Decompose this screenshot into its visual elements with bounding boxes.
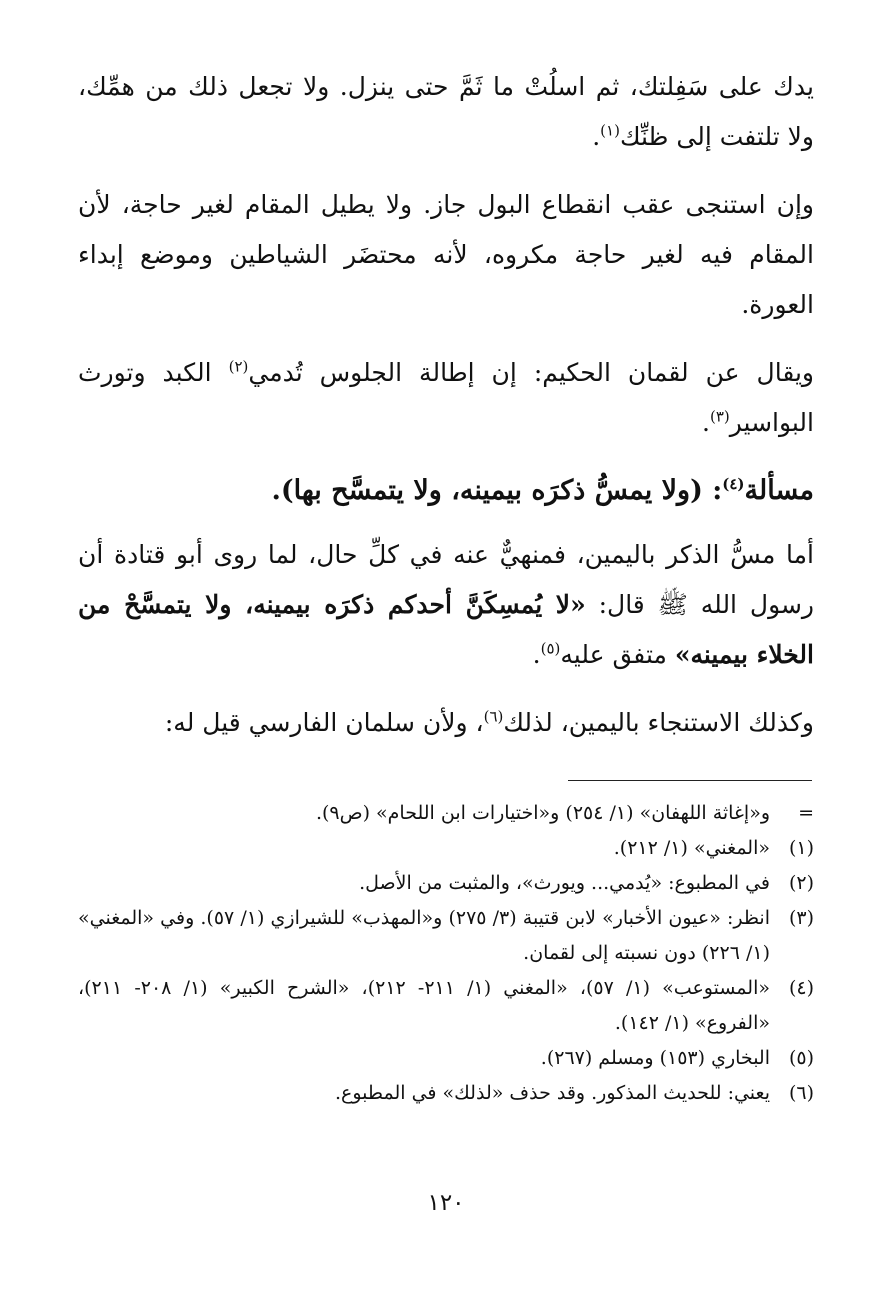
footnote-1 xyxy=(78,831,814,866)
footnote-number: (٥) xyxy=(788,1047,814,1069)
paragraph-text: متفق عليه xyxy=(560,640,675,669)
footnote-number: (١) xyxy=(788,837,814,859)
footnote-text: في المطبوع: «يُدمي... ويورث»، والمثبت من الأصل. xyxy=(359,872,770,894)
footnote-2 xyxy=(78,866,814,901)
footnote-ref[interactable]: (٦) xyxy=(483,707,504,726)
footnote-5 xyxy=(78,1041,814,1076)
footnote-number: (٢) xyxy=(788,872,814,894)
footnote-ref[interactable]: (٥) xyxy=(540,639,561,658)
footnote-text: و«إغاثة اللهفان» (١/ ٢٥٤) و«اختيارات ابن اللحام» (ص٩). xyxy=(315,802,770,824)
paragraph-6 xyxy=(78,698,814,748)
paragraph-text: يدك على سَفِلتك، ثم اسلُتْ ما ثَمَّ حتى ينزل. ولا تجعل ذلك من همِّك، ولا تلتفت إلى ظنِّك xyxy=(78,72,814,151)
paragraph-5 xyxy=(78,530,814,680)
footnote-number: (٤) xyxy=(788,977,814,999)
main-text xyxy=(78,62,814,766)
footnote-4 xyxy=(78,971,814,1041)
paragraph-text: ، ولأن سلمان الفارسي قيل له: xyxy=(164,708,484,737)
paragraph-text: وكذلك الاستنجاء باليمين، لذلك xyxy=(503,708,814,737)
paragraph-1 xyxy=(78,62,814,162)
footnote-6 xyxy=(78,1076,814,1111)
paragraph-text: ويقال عن لقمان الحكيم: إن إطالة الجلوس تُدمي xyxy=(248,358,815,387)
footnote-number: (٣) xyxy=(788,907,814,929)
footnote-ref[interactable]: (٢) xyxy=(228,357,249,376)
footnotes xyxy=(78,796,814,1111)
footnote-number: (٦) xyxy=(788,1082,814,1104)
footnote-text: «المستوعب» (١/ ٥٧)، «المغني (١/ ٢١١- ٢١٢)، «الشرح الكبير» (١/ ٢٠٨- ٢١١)، «الفروع» (١/ ١٤٢). xyxy=(78,977,770,1034)
footnote-text: انظر: «عيون الأخبار» لابن قتيبة (٣/ ٢٧٥) و«المهذب» للشيرازي (١/ ٥٧). وفي «المغني» (١/ ٢٢٦) دون نسبته إلى لقمان. xyxy=(78,907,770,964)
footnote-text: يعني: للحديث المذكور. وقد حذف «لذلك» في المطبوع. xyxy=(334,1082,770,1104)
paragraph-3 xyxy=(78,348,814,448)
paragraph-2: وإن استنجى عقب انقطاع البول جاز. ولا يطيل المقام لغير حاجة، لأن المقام فيه لغير حاجة مكروه، لأنه محتضَر الشياطين وموضع إبداء العورة. xyxy=(78,190,814,319)
punctuation: . xyxy=(702,408,710,437)
footnote-3 xyxy=(78,901,814,971)
footnote-divider xyxy=(568,780,812,781)
hadith-quote: «لا يُمسِكَنَّ أحدكم ذكرَه بيمينه، ولا يتمسَّحْ من الخلاء بيمينه» xyxy=(78,590,814,669)
footnote-ref[interactable]: (٤) xyxy=(722,475,745,493)
footnote-text: «المغني» (١/ ٢١٢). xyxy=(613,837,770,859)
paragraph-text: الكبد وتورث البواسير xyxy=(78,358,814,437)
heading-text: : (ولا يمسُّ ذكرَه بيمينه، ولا يتمسَّح بها). xyxy=(271,475,723,506)
footnote-continuation xyxy=(78,796,814,831)
masala-heading xyxy=(78,466,814,516)
footnote-ref[interactable]: (١) xyxy=(600,121,620,140)
footnote-text: البخاري (١٥٣) ومسلم (٢٦٧). xyxy=(540,1047,770,1069)
heading-label: مسألة xyxy=(744,475,814,506)
footnote-ref[interactable]: (٣) xyxy=(709,407,730,426)
footnote-number: = xyxy=(798,802,814,824)
page-number: ١٢٠ xyxy=(427,1190,465,1216)
paragraph-text: أما مسُّ الذكر باليمين، فمنهيٌّ عنه في كلِّ حال، لما روى أبو قتادة أن رسول الله ﷺ قال: xyxy=(78,540,815,619)
punctuation: . xyxy=(532,640,541,669)
punctuation: . xyxy=(592,122,601,151)
